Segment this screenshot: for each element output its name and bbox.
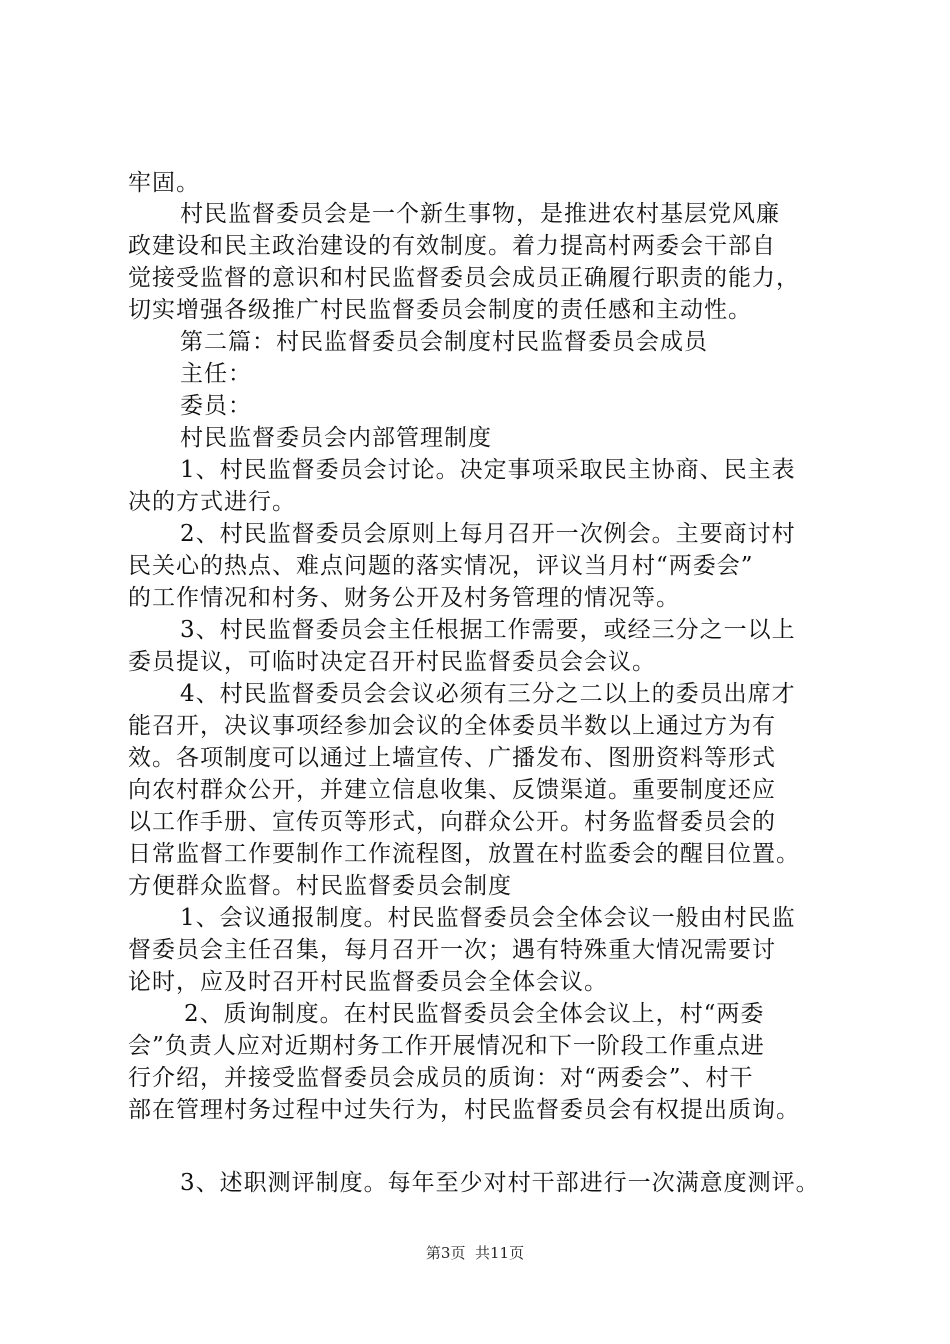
paragraph-line: 村民监督委员会是一个新生事物，是推进农村基层党风廉 <box>180 201 780 227</box>
paragraph-line: 能召开，决议事项经参加会议的全体委员半数以上通过方为有 <box>128 713 776 739</box>
subsection-heading: 村民监督委员会内部管理制度 <box>180 425 492 451</box>
paragraph-line: 的工作情况和村务、财务公开及村务管理的情况等。 <box>128 585 680 611</box>
paragraph-line: 论时，应及时召开村民监督委员会全体会议。 <box>128 969 608 995</box>
paragraph-line: 委员提议，可临时决定召开村民监督委员会会议。 <box>128 649 656 675</box>
paragraph-line: 切实增强各级推广村民监督委员会制度的责任感和主动性。 <box>128 297 752 323</box>
paragraph-line: 督委员会主任召集，每月召开一次；遇有特殊重大情况需要讨 <box>128 937 776 963</box>
paragraph-line: 1、村民监督委员会讨论。决定事项采取民主协商、民主表 <box>180 457 796 483</box>
paragraph-line: 向农村群众公开，并建立信息收集、反馈渠道。重要制度还应 <box>128 777 776 803</box>
paragraph-line: 3、村民监督委员会主任根据工作需要，或经三分之一以上 <box>180 617 796 643</box>
paragraph-line: 2、质询制度。在村民监督委员会全体会议上，村“两委 <box>184 1001 765 1027</box>
paragraph-line: 会”负责人应对近期村务工作开展情况和下一阶段工作重点进 <box>128 1033 765 1059</box>
paragraph-line: 方便群众监督。村民监督委员会制度 <box>128 873 512 899</box>
text-line: 牢固。 <box>128 170 200 196</box>
paragraph-line: 4、村民监督委员会会议必须有三分之二以上的委员出席才 <box>180 681 796 707</box>
paragraph-line: 日常监督工作要制作工作流程图，放置在村监委会的醒目位置。 <box>128 841 800 867</box>
paragraph-line: 以工作手册、宣传页等形式，向群众公开。村务监督委员会的 <box>128 809 776 835</box>
paragraph-line: 效。各项制度可以通过上墙宣传、广播发布、图册资料等形式 <box>128 745 776 771</box>
paragraph-line: 3、述职测评制度。每年至少对村干部进行一次满意度测评。 <box>180 1170 820 1196</box>
paragraph-line: 部在管理村务过程中过失行为，村民监督委员会有权提出质询。 <box>128 1097 800 1123</box>
paragraph-line: 决的方式进行。 <box>128 489 296 515</box>
paragraph-line: 觉接受监督的意识和村民监督委员会成员正确履行职责的能力， <box>128 265 800 291</box>
page-footer <box>0 1243 950 1263</box>
director-label: 主任： <box>180 361 252 387</box>
member-label: 委员： <box>180 393 252 419</box>
page-number: 第3页 共11页 <box>425 1244 525 1262</box>
paragraph-line: 1、会议通报制度。村民监督委员会全体会议一般由村民监 <box>180 905 796 931</box>
paragraph-line: 政建设和民主政治建设的有效制度。着力提高村两委会干部自 <box>128 233 776 259</box>
paragraph-line: 行介绍，并接受监督委员会成员的质询：对“两委会”、村干 <box>128 1065 754 1091</box>
paragraph-line: 2、村民监督委员会原则上每月召开一次例会。主要商讨村 <box>180 521 796 547</box>
paragraph-line: 民关心的热点、难点问题的落实情况，评议当月村“两委会” <box>128 553 754 579</box>
section-heading: 第二篇：村民监督委员会制度村民监督委员会成员 <box>180 329 708 355</box>
